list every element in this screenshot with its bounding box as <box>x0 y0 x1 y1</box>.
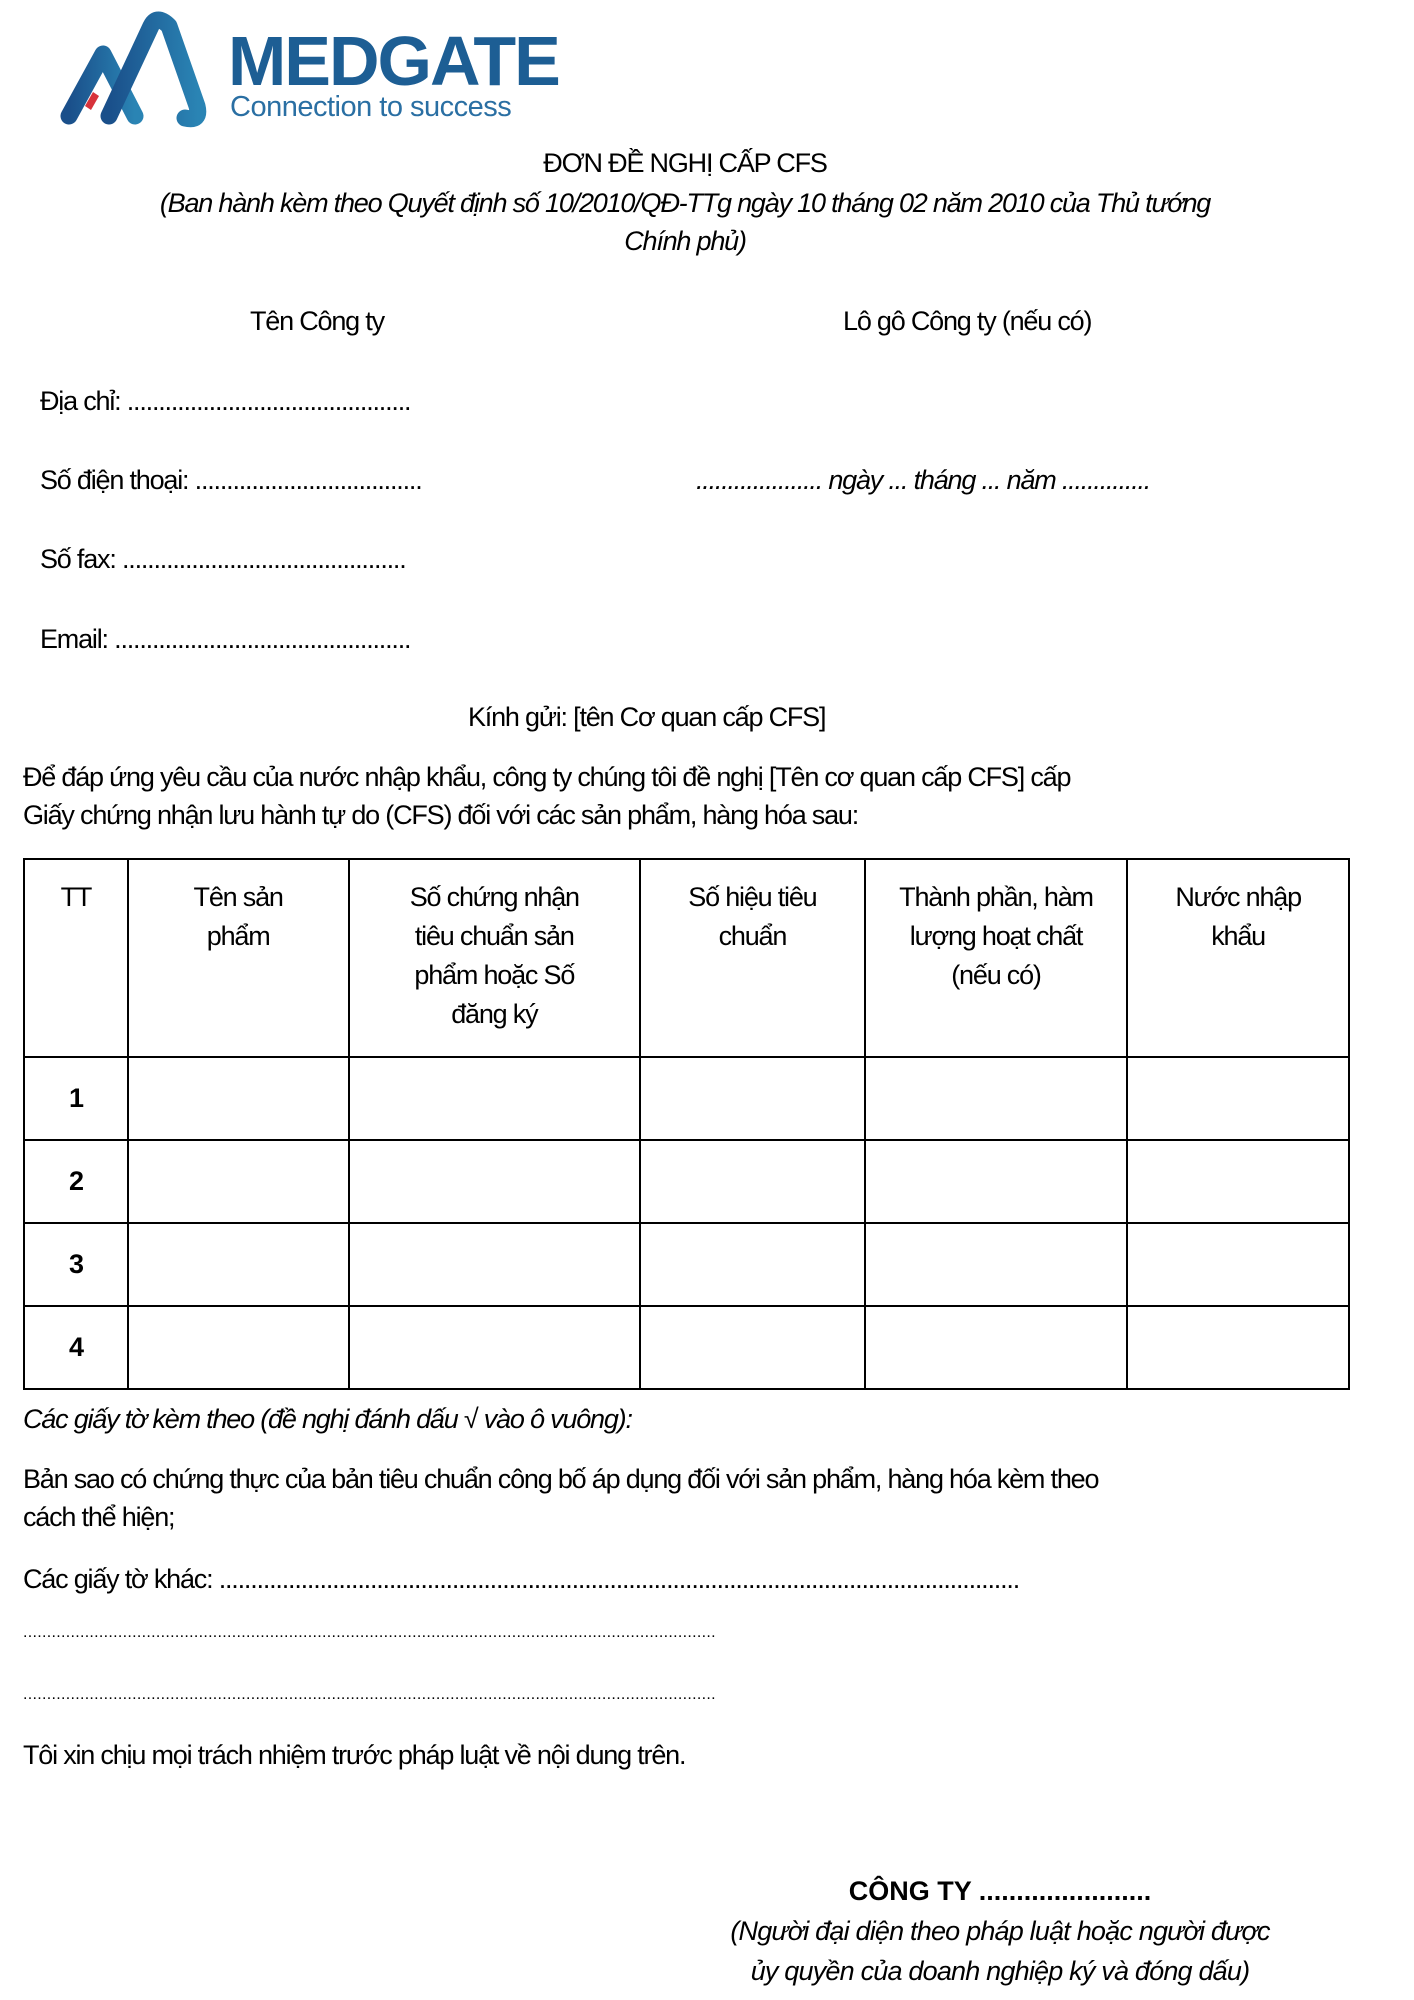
cell-standard-code[interactable] <box>640 1057 865 1140</box>
row-number: 1 <box>24 1057 128 1140</box>
header-certificate-number: Số chứng nhận tiêu chuẩn sản phẩm hoặc Số đăng ký <box>349 859 641 1057</box>
cell-certificate-number[interactable] <box>349 1140 641 1223</box>
company-name-label: Tên Công ty <box>250 306 384 336</box>
document-title: ĐƠN ĐỀ NGHỊ CẤP CFS <box>543 148 827 178</box>
products-table <box>23 858 1350 1390</box>
header-ingredients: Thành phần, hàm lượng hoạt chất (nếu có) <box>865 859 1128 1057</box>
recipient-line: Kính gửi: [tên Cơ quan cấp CFS] <box>468 702 826 732</box>
header-product-name: Tên sản phẩm <box>128 859 349 1057</box>
cell-import-country[interactable] <box>1127 1223 1349 1306</box>
signature-note-line1: (Người đại diện theo pháp luật hoặc người được <box>730 1916 1270 1946</box>
cell-product-name[interactable] <box>128 1223 349 1306</box>
cell-import-country[interactable] <box>1127 1306 1349 1389</box>
signature-company: CÔNG TY ....................... <box>848 1876 1152 1906</box>
attachment-item1-line2: cách thể hiện; <box>23 1502 175 1532</box>
medgate-logo-icon <box>57 6 209 128</box>
cell-standard-code[interactable] <box>640 1223 865 1306</box>
header-standard-code: Số hiệu tiêu chuẩn <box>640 859 865 1057</box>
cell-ingredients[interactable] <box>865 1223 1128 1306</box>
blank-line-2[interactable]: .................................................................................................................................................. <box>23 1686 716 1703</box>
other-documents-label: Các giấy tờ khác: <box>23 1564 213 1594</box>
company-logo-label: Lô gô Công ty (nếu có) <box>843 306 1092 336</box>
table-row <box>24 1140 1349 1223</box>
cell-product-name[interactable] <box>128 1306 349 1389</box>
row-number: 4 <box>24 1306 128 1389</box>
table-row <box>24 1306 1349 1389</box>
cell-import-country[interactable] <box>1127 1057 1349 1140</box>
date-line[interactable]: .................... ngày ... tháng ... năm .............. <box>696 465 1151 495</box>
address-field[interactable] <box>40 386 410 417</box>
table-row <box>24 1223 1349 1306</box>
attachments-heading: Các giấy tờ kèm theo (đề nghị đánh dấu √ vào ô vuông): <box>23 1404 632 1434</box>
email-label: Email: <box>40 624 108 654</box>
cell-product-name[interactable] <box>128 1140 349 1223</box>
attachment-item1-line1[interactable]: Bản sao có chứng thực của bản tiêu chuẩn công bố áp dụng đối với sản phẩm, hàng hóa kèm theo <box>23 1464 1099 1494</box>
fax-field[interactable] <box>40 544 406 575</box>
blank-line-1[interactable]: .................................................................................................................................................. <box>23 1624 716 1641</box>
row-number: 3 <box>24 1223 128 1306</box>
brand-name: MEDGATE <box>228 22 559 100</box>
brand-tagline: Connection to success <box>230 91 512 123</box>
header-tt: TT <box>24 859 128 1057</box>
header-import-country: Nước nhập khẩu <box>1127 859 1349 1057</box>
cell-certificate-number[interactable] <box>349 1223 641 1306</box>
cell-ingredients[interactable] <box>865 1057 1128 1140</box>
email-field[interactable] <box>40 624 410 655</box>
phone-dots: .................................... <box>194 465 422 495</box>
phone-field[interactable] <box>40 465 422 496</box>
cell-import-country[interactable] <box>1127 1140 1349 1223</box>
cell-product-name[interactable] <box>128 1057 349 1140</box>
document-subtitle-line2: Chính phủ) <box>624 226 746 256</box>
address-dots: ............................................. <box>126 386 411 416</box>
other-documents-field[interactable] <box>23 1564 1019 1595</box>
other-documents-dots: ............................................................................................................................... <box>218 1564 1019 1594</box>
address-label: Địa chỉ: <box>40 386 121 416</box>
email-dots: ............................................... <box>114 624 411 654</box>
table-header-row <box>24 859 1349 1057</box>
cell-standard-code[interactable] <box>640 1140 865 1223</box>
signature-note-line2: ủy quyền của doanh nghiệp ký và đóng dấu) <box>750 1956 1250 1986</box>
row-number: 2 <box>24 1140 128 1223</box>
intro-line1: Để đáp ứng yêu cầu của nước nhập khẩu, công ty chúng tôi đề nghị [Tên cơ quan cấp CFS] cấp <box>23 762 1071 792</box>
fax-dots: ............................................. <box>121 544 406 574</box>
document-subtitle-line1: (Ban hành kèm theo Quyết định số 10/2010/QĐ-TTg ngày 10 tháng 02 năm 2010 của Thủ tướng <box>159 188 1211 218</box>
table-row <box>24 1057 1349 1140</box>
intro-line2: Giấy chứng nhận lưu hành tự do (CFS) đối với các sản phẩm, hàng hóa sau: <box>23 800 859 830</box>
phone-label: Số điện thoại: <box>40 465 189 495</box>
cell-certificate-number[interactable] <box>349 1306 641 1389</box>
declaration: Tôi xin chịu mọi trách nhiệm trước pháp luật về nội dung trên. <box>23 1740 686 1770</box>
cell-standard-code[interactable] <box>640 1306 865 1389</box>
cell-ingredients[interactable] <box>865 1140 1128 1223</box>
cell-certificate-number[interactable] <box>349 1057 641 1140</box>
cell-ingredients[interactable] <box>865 1306 1128 1389</box>
fax-label: Số fax: <box>40 544 116 574</box>
